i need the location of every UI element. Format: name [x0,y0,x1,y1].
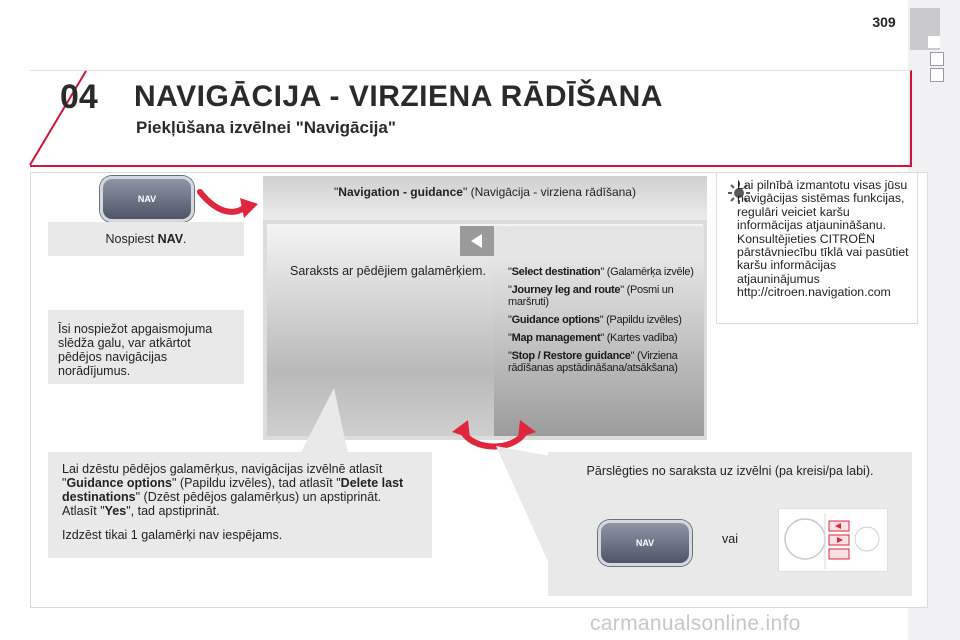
page-subtitle: Piekļūšana izvēlnei "Navigācija" [136,118,396,137]
tip-text: Lai pilnībā izmantotu visas jūsu navigācijas sistēmas funkcijas, regulāri veiciet karšu informācijas atjaunināšanu. Konsultējieties CITROËN pārstāvniecību tīklā vai pasūtiet karšu informācijas atjauninājumus http://citroen.navigation.com [737,178,909,300]
chapter-tab-marker [928,36,940,48]
step-short-press-box [48,310,244,384]
nav-button [598,520,692,566]
callout-pointer [290,388,350,454]
page-number: 309 [872,14,896,30]
nav-button-label: NAV [137,194,157,204]
menu-item-map-management: "Map management" (Kartes vadība) [508,332,678,344]
chapter-square-icon [930,68,944,82]
chapter-square-icon [930,52,944,66]
menu-item-journey-leg: "Journey leg and route" (Posmi un maršruti) [508,284,674,308]
back-arrow-icon [460,226,494,256]
step-press-text: Nospiest NAV. [105,232,187,246]
delete-info-box [48,452,432,558]
switch-info-text: Pārslēgties no saraksta uz izvēlni (pa kreisi/pa labi). [586,464,874,478]
delete-info-note: Izdzēst tikai 1 galamērķi nav iespējams. [62,528,283,542]
screen-header-text: "Navigation - guidance" (Navigācija - virziena rādīšana) [334,185,636,199]
step-short-press-text: Īsi nospiežot apgaismojuma slēdža galu, var atkārtot pēdējos navigācijas norādījumus. [58,322,213,378]
callout-pointer [496,446,552,596]
chapter-number: 04 [60,78,98,116]
recent-destinations-label: Saraksts ar pēdējiem galamērķiem. [290,264,486,278]
or-label: vai [722,532,738,546]
screen-back-bar [460,226,704,256]
red-arrow-icon [196,186,262,226]
menu-list [508,266,700,374]
step-press-box [48,222,244,256]
page-title: NAVIGĀCIJA - VIRZIENA RĀDĪŠANA [134,80,663,113]
screen-header [263,176,707,220]
delete-info-text: Lai dzēstu pēdējos galamērķus, navigācijas izvēlnē atlasīt "Guidance options" (Papildu izvēles), tad atlasīt "Delete last destinations" (Dzēst pēdējos galamērķus) un apstiprināt. Atlasīt "Yes", tad apstiprināt. [62,462,404,518]
rotary-knob-icon [779,509,887,571]
menu-item-select-destination: "Select destination" (Galamērķa izvēle) [508,266,694,278]
menu-item-stop-restore: "Stop / Restore guidance" (Virziena rādīšanas apstādināšana/atsākšana) [508,350,678,374]
nav-button [100,176,194,222]
nav-button-label: NAV [635,538,655,548]
tip-box [716,172,918,324]
menu-item-guidance-options: "Guidance options" (Papildu izvēles) [508,314,682,326]
footer-watermark: carmanualsonline.info [590,612,801,635]
control-panel-illustration [778,508,888,572]
